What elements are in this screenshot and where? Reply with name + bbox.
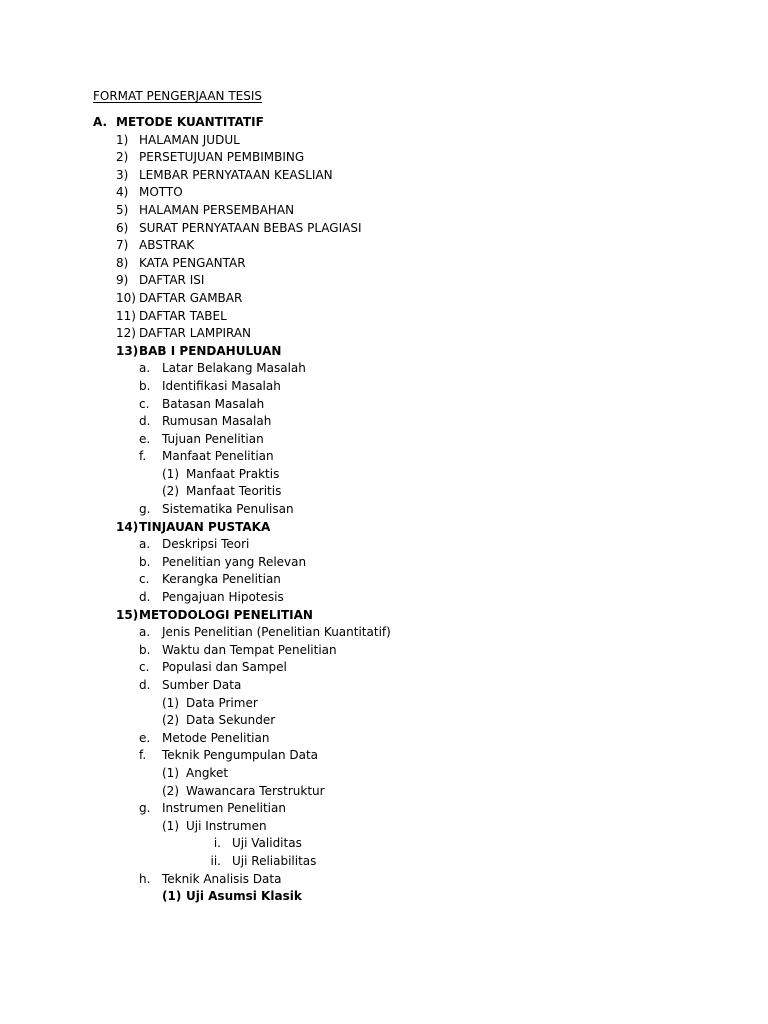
outline-item-marker: 11) <box>116 308 136 323</box>
outline-item <box>0 818 768 836</box>
outline-item <box>0 800 768 818</box>
outline-item-text: Metode Penelitian <box>162 730 270 745</box>
outline-item-text: Uji Validitas <box>232 836 302 851</box>
outline-item-marker: 12) <box>116 326 136 341</box>
outline-item-text: Angket <box>186 765 229 780</box>
outline-item-text: Uji Reliabilitas <box>232 853 317 868</box>
outline-item-text: KATA PENGANTAR <box>139 255 246 270</box>
outline-item <box>0 783 768 801</box>
outline-item-marker: 2) <box>116 150 129 165</box>
outline-item <box>0 167 768 185</box>
outline-item-text: Sumber Data <box>162 678 242 692</box>
outline-item-text: Penelitian yang Relevan <box>162 554 307 569</box>
outline-item <box>0 747 768 765</box>
outline-item <box>0 695 768 713</box>
outline-item-text: Jenis Penelitian (Penelitian Kuantitatif) <box>162 625 391 640</box>
outline-item-text: LEMBAR PERNYATAAN KEASLIAN <box>139 167 333 182</box>
outline-item <box>0 589 768 607</box>
outline-item-marker: a. <box>139 361 151 376</box>
outline-item-text: Rumusan Masalah <box>162 414 272 429</box>
outline-item <box>0 853 768 871</box>
outline-item <box>0 343 768 361</box>
outline-item <box>0 431 768 449</box>
outline-item-marker: (2) <box>162 484 179 499</box>
outline-item-text: METODOLOGI PENELITIAN <box>139 607 313 622</box>
outline-item-text: ABSTRAK <box>139 238 195 253</box>
outline-item-marker: 4) <box>116 185 129 200</box>
outline-item-text: Manfaat Penelitian <box>162 449 274 464</box>
outline-item-text: Populasi dan Sampel <box>162 660 287 675</box>
outline-item <box>0 571 768 589</box>
outline-item-marker: c. <box>139 572 150 587</box>
outline-item <box>0 237 768 255</box>
outline-item-text: Identifikasi Masalah <box>162 378 281 393</box>
outline-item-text: DAFTAR TABEL <box>139 308 227 323</box>
outline-item-text: HALAMAN JUDUL <box>139 132 240 147</box>
outline-item-text: HALAMAN PERSEMBAHAN <box>139 202 295 217</box>
outline-item <box>0 220 768 238</box>
outline-item <box>0 624 768 642</box>
outline-item-marker: g. <box>139 502 151 517</box>
outline-item-marker: d. <box>139 414 151 429</box>
outline-item-text: Wawancara Terstruktur <box>186 783 325 798</box>
outline-item-marker: b. <box>139 642 151 657</box>
outline-item-marker: d. <box>139 678 151 692</box>
outline-item-marker: (1) <box>162 765 179 780</box>
outline-item-text: Kerangka Penelitian <box>162 572 281 587</box>
outline-item-text: Tujuan Penelitian <box>162 431 264 446</box>
outline-item-text: MOTTO <box>139 185 183 200</box>
outline-item <box>0 413 768 431</box>
outline-item-text: BAB I PENDAHULUAN <box>139 343 282 358</box>
outline-item-text: DAFTAR GAMBAR <box>139 290 243 305</box>
outline-item-text: Uji Asumsi Klasik <box>186 889 302 904</box>
outline-item <box>0 466 768 484</box>
outline-item <box>0 396 768 414</box>
outline-item-text: Deskripsi Teori <box>162 537 250 552</box>
outline-item-marker: e. <box>139 431 151 446</box>
outline-item <box>0 835 768 853</box>
outline-item-marker: A. <box>93 115 108 129</box>
outline-item-marker: d. <box>139 590 151 605</box>
outline-item-text: TINJAUAN PUSTAKA <box>139 519 271 534</box>
outline-item <box>0 132 768 150</box>
outline-item <box>0 536 768 554</box>
outline-item <box>0 184 768 202</box>
outline-item <box>0 519 768 537</box>
outline-item-marker: (1) <box>162 818 179 833</box>
outline-item-text: Batasan Masalah <box>162 396 265 411</box>
outline-item-text: Uji Instrumen <box>186 818 267 833</box>
outline-item <box>0 554 768 572</box>
outline-item-text: SURAT PERNYATAAN BEBAS PLAGIASI <box>139 220 362 235</box>
outline-item-text: Latar Belakang Masalah <box>162 361 306 376</box>
outline-item <box>0 272 768 290</box>
outline-item-text: METODE KUANTITATIF <box>116 115 264 129</box>
outline-item-marker: i. <box>213 836 221 851</box>
outline-item <box>0 325 768 343</box>
outline-item-text: PERSETUJUAN PEMBIMBING <box>139 150 305 165</box>
outline-item-marker: b. <box>139 554 151 569</box>
outline-item <box>0 483 768 501</box>
outline-item-text: Teknik Pengumpulan Data <box>162 748 319 763</box>
outline-item-marker: f. <box>139 449 147 464</box>
outline-item-marker: 8) <box>116 255 129 270</box>
outline-item-marker: b. <box>139 378 151 393</box>
outline-item <box>0 607 768 625</box>
outline-item-marker: 10) <box>116 290 136 305</box>
outline-item <box>0 448 768 466</box>
outline-item <box>0 642 768 660</box>
outline-item-marker: 15) <box>116 607 139 622</box>
outline-item <box>0 888 768 906</box>
outline-item-marker: 6) <box>116 220 129 235</box>
outline-item-marker: 13) <box>116 343 139 358</box>
outline-item-marker: 5) <box>116 202 129 217</box>
outline-item-marker: c. <box>139 660 150 675</box>
outline-item-text: Manfaat Teoritis <box>186 484 282 499</box>
outline-item-text: Pengajuan Hipotesis <box>162 590 284 605</box>
outline-item <box>0 659 768 677</box>
outline-item-text: Data Sekunder <box>186 713 276 728</box>
outline-item-marker: a. <box>139 537 151 552</box>
outline-item-marker: (1) <box>162 889 182 904</box>
outline-item-marker: 3) <box>116 167 129 182</box>
outline-item-marker: (1) <box>162 466 179 481</box>
outline-item-marker: a. <box>139 625 151 640</box>
outline-item-marker: 14) <box>116 519 139 534</box>
outline-list <box>0 114 768 906</box>
outline-item <box>0 202 768 220</box>
outline-item <box>0 501 768 519</box>
outline-item-text: Waktu dan Tempat Penelitian <box>162 642 337 657</box>
outline-item <box>0 255 768 273</box>
outline-item <box>0 308 768 326</box>
outline-item <box>0 765 768 783</box>
outline-item-marker: 1) <box>116 132 129 147</box>
outline-item <box>0 677 768 695</box>
outline-item-text: DAFTAR ISI <box>139 273 205 288</box>
outline-item-marker: (2) <box>162 783 179 798</box>
outline-item-marker: (1) <box>162 695 179 710</box>
outline-item <box>0 712 768 730</box>
outline-item-marker: 9) <box>116 273 129 288</box>
outline-item <box>0 360 768 378</box>
outline-item-text: Sistematika Penulisan <box>162 502 294 517</box>
outline-item-marker: c. <box>139 396 150 411</box>
outline-item-marker: e. <box>139 730 151 745</box>
outline-item-marker: f. <box>139 748 147 763</box>
outline-item-marker: h. <box>139 871 151 886</box>
outline-item <box>0 290 768 308</box>
outline-item-marker: (2) <box>162 713 179 728</box>
outline-item <box>0 149 768 167</box>
outline-item-text: Data Primer <box>186 695 258 710</box>
outline-item-text: Teknik Analisis Data <box>162 871 282 886</box>
outline-item-text: Manfaat Praktis <box>186 466 280 481</box>
outline-item <box>0 871 768 889</box>
document-title: FORMAT PENGERJAAN TESIS <box>93 89 263 103</box>
outline-item <box>0 114 768 132</box>
outline-item-text: DAFTAR LAMPIRAN <box>139 326 252 341</box>
outline-item-marker: ii. <box>210 853 221 868</box>
outline-item-text: Instrumen Penelitian <box>162 801 286 816</box>
outline-item-marker: 7) <box>116 238 129 253</box>
outline-item <box>0 730 768 748</box>
outline-item <box>0 378 768 396</box>
outline-item-marker: g. <box>139 801 151 816</box>
